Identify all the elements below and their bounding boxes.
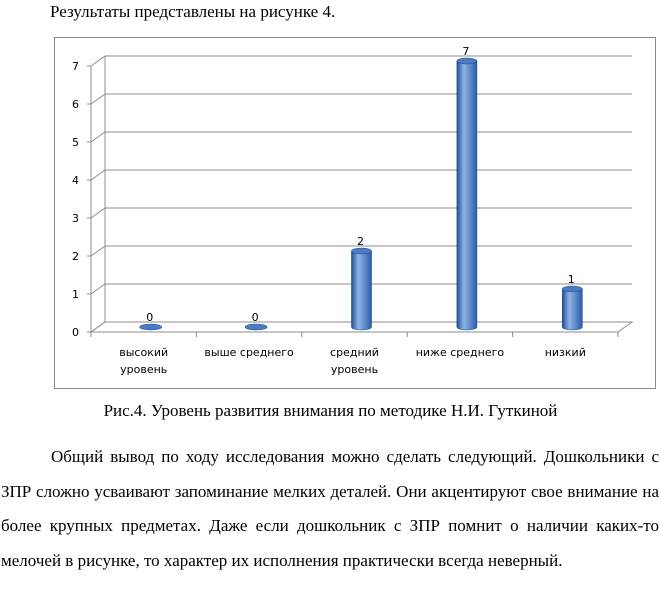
data-label: 0 xyxy=(251,311,259,324)
x-tick-label: уровень xyxy=(120,363,168,376)
x-tick-label: средний xyxy=(330,346,379,359)
bar xyxy=(352,248,372,330)
y-tick-label: 6 xyxy=(72,98,79,111)
chart-canvas xyxy=(55,38,657,390)
y-tick-label: 1 xyxy=(72,288,79,301)
figure-caption: Рис.4. Уровень развития внимания по методике Н.И. Гуткиной xyxy=(103,401,558,420)
conclusion-paragraph: Общий вывод по ходу исследования можно сделать следующий. Дошкольники с ЗПР сложно усваивают запоминание мелких деталей. Они акцентируют свое внимание на более крупных предметах. Даже если дошкольник с ЗПР помнит о наличии каких-то мелочей в рисунке, то характер их исполнения практически всегда неверный. xyxy=(1,447,659,570)
grid-line-wall xyxy=(91,94,105,104)
data-label: 1 xyxy=(567,273,575,286)
bar xyxy=(245,324,267,330)
data-label: 2 xyxy=(357,235,364,248)
y-tick-label: 0 xyxy=(72,326,79,339)
grid-line-wall xyxy=(91,170,105,180)
grid-line-wall xyxy=(91,132,105,142)
x-tick-label: низкий xyxy=(544,346,586,359)
grid-line-wall xyxy=(91,246,105,256)
y-tick-label: 2 xyxy=(72,250,79,263)
intro-text: Результаты представлены на рисунке 4. xyxy=(50,2,336,21)
grid-line-wall xyxy=(91,284,105,294)
x-tick-label: ниже среднего xyxy=(415,346,505,359)
data-label: 0 xyxy=(146,311,154,324)
x-tick-label: высокий xyxy=(119,346,169,359)
data-label: 7 xyxy=(462,45,470,58)
y-tick-label: 4 xyxy=(72,174,79,187)
x-tick-label: уровень xyxy=(330,363,379,376)
bar xyxy=(457,58,477,330)
y-tick-label: 3 xyxy=(72,212,79,225)
grid-line-wall xyxy=(91,208,105,218)
bar xyxy=(562,286,582,330)
bar xyxy=(140,324,162,330)
y-tick-label: 7 xyxy=(72,60,79,73)
grid-line-wall xyxy=(91,56,105,66)
y-tick-label: 5 xyxy=(72,136,79,149)
x-tick-label: выше среднего xyxy=(204,346,294,359)
attention-level-chart xyxy=(54,37,656,389)
